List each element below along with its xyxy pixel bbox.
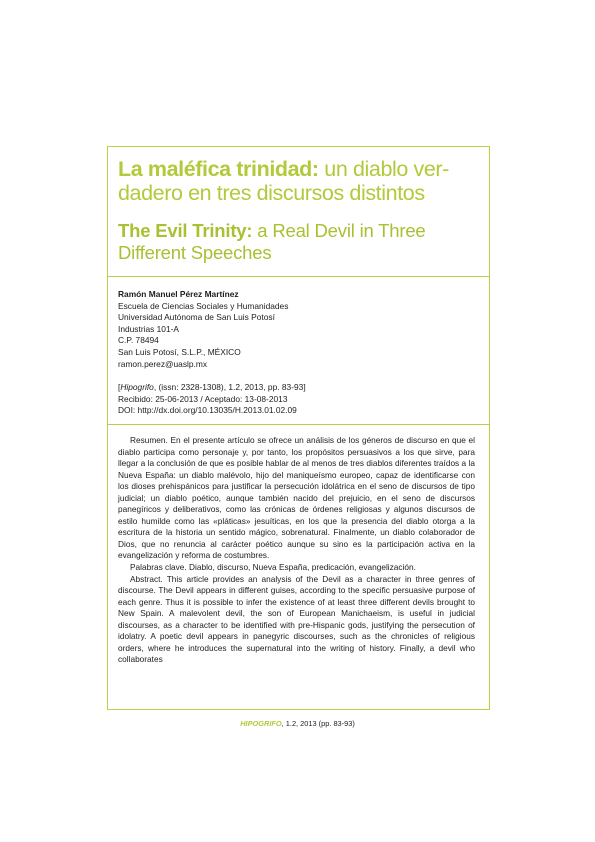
palabras-clave-paragraph: Palabras clave. Diablo, discurso, Nueva España, predicación, evangelización.: [130, 562, 416, 573]
received-accepted-dates: Recibido: 25-06-2013 / Aceptado: 13-08-2013: [118, 393, 288, 404]
citation-rest: , (issn: 2328-1308), 1.2, 2013, pp. 83-93]: [153, 382, 306, 392]
title-es-rest: un diablo ver-: [318, 157, 449, 181]
citation-journal: Hipogrifo: [120, 382, 154, 392]
article-title-english: [118, 220, 488, 264]
abstract-block: [118, 435, 475, 666]
author-affiliation-school: Escuela de Ciencias Sociales y Humanidades: [118, 300, 289, 311]
doi-link[interactable]: DOI: http://dx.doi.org/10.13035/H.2013.01.02.09: [118, 405, 297, 416]
author-name: Ramón Manuel Pérez Martínez: [118, 289, 239, 299]
citation-open: [: [118, 382, 121, 392]
abstract-divider: [107, 424, 490, 425]
title-en-rest: a Real Devil in Three: [252, 220, 426, 241]
author-affiliation-university: Universidad Autónoma de San Luis Potosí: [118, 312, 275, 323]
title-en-bold: The Evil Trinity:: [118, 220, 253, 241]
citation-line: [118, 382, 478, 394]
english-abstract-paragraph: Abstract. This article provides an analysis of the Devil as a character in three genres of discourse. The Devil appears in different guises, according to the specific persuasive purpose of each genre. Thus it is possible to infer the existence of at least three different devils brought to New Spain. A malevolent devil, the son of European Manichaeism, is useful in judicial discourses, as a character to be identified with pre-Hispanic gods, justifying the persecution of idolatry. A poetic devil appears in panegyric discourses, such as the chronicles of religious orders, where he introduces the supernatural into the writing of history. Finally, a devil who collaborates: [118, 573, 475, 665]
author-address-postal: C.P. 78494: [118, 335, 159, 346]
title-divider: [107, 276, 490, 277]
author-block: [118, 289, 478, 370]
author-email[interactable]: ramon.perez@uaslp.mx: [118, 358, 208, 369]
author-address-city: San Luis Potosí, S.L.P., MÉXICO: [118, 346, 241, 357]
reference-block: [118, 382, 478, 417]
resumen-paragraph: Resumen. En el presente artículo se ofrece un análisis de los géneros de discurso en que el diablo participa como personaje y, por tanto, los propósitos persuasivos a los que sirve, para llegar a la conclusión de que es posible hablar de al menos de tres diablos diferentes traídos a la Nueva España: un diablo malévolo, hijo del maniqueísmo europeo, capaz de identificarse con los dioses prehispánicos para justificar la persecución idolátrica en el seno de discursos de tipo judicial; un diablo poético, aunque también nacido del prejuicio, en el seno de discursos panegíricos y deliberativos, como las crónicas de órdenes religiosas y algunos discursos de estilo humilde como las «pláticas» jesuíticas, en los que la presencia del diablo otorga a la escritura de la historia un sentido mágico, sobrenatural. Finalmente, un diablo colaborador de Dios, que no renuncia al carácter poético aunque su sino es la participación activa en la evangelización y reforma de costumbres.: [118, 435, 475, 561]
title-es-bold: La maléfica trinidad:: [118, 157, 319, 181]
footer-citation: , 1.2, 2013 (pp. 83-93): [281, 719, 355, 728]
title-es-line1: [118, 157, 488, 181]
title-es-line2: dadero en tres discursos distintos: [118, 181, 425, 205]
footer-journal-name: HIPOGRIFO: [240, 719, 282, 728]
title-en-line1: [118, 220, 488, 242]
author-address-street: Industrias 101-A: [118, 323, 179, 334]
page-footer: [0, 719, 595, 728]
article-title-spanish: [118, 157, 488, 205]
title-en-line2: Different Speeches: [118, 242, 272, 263]
